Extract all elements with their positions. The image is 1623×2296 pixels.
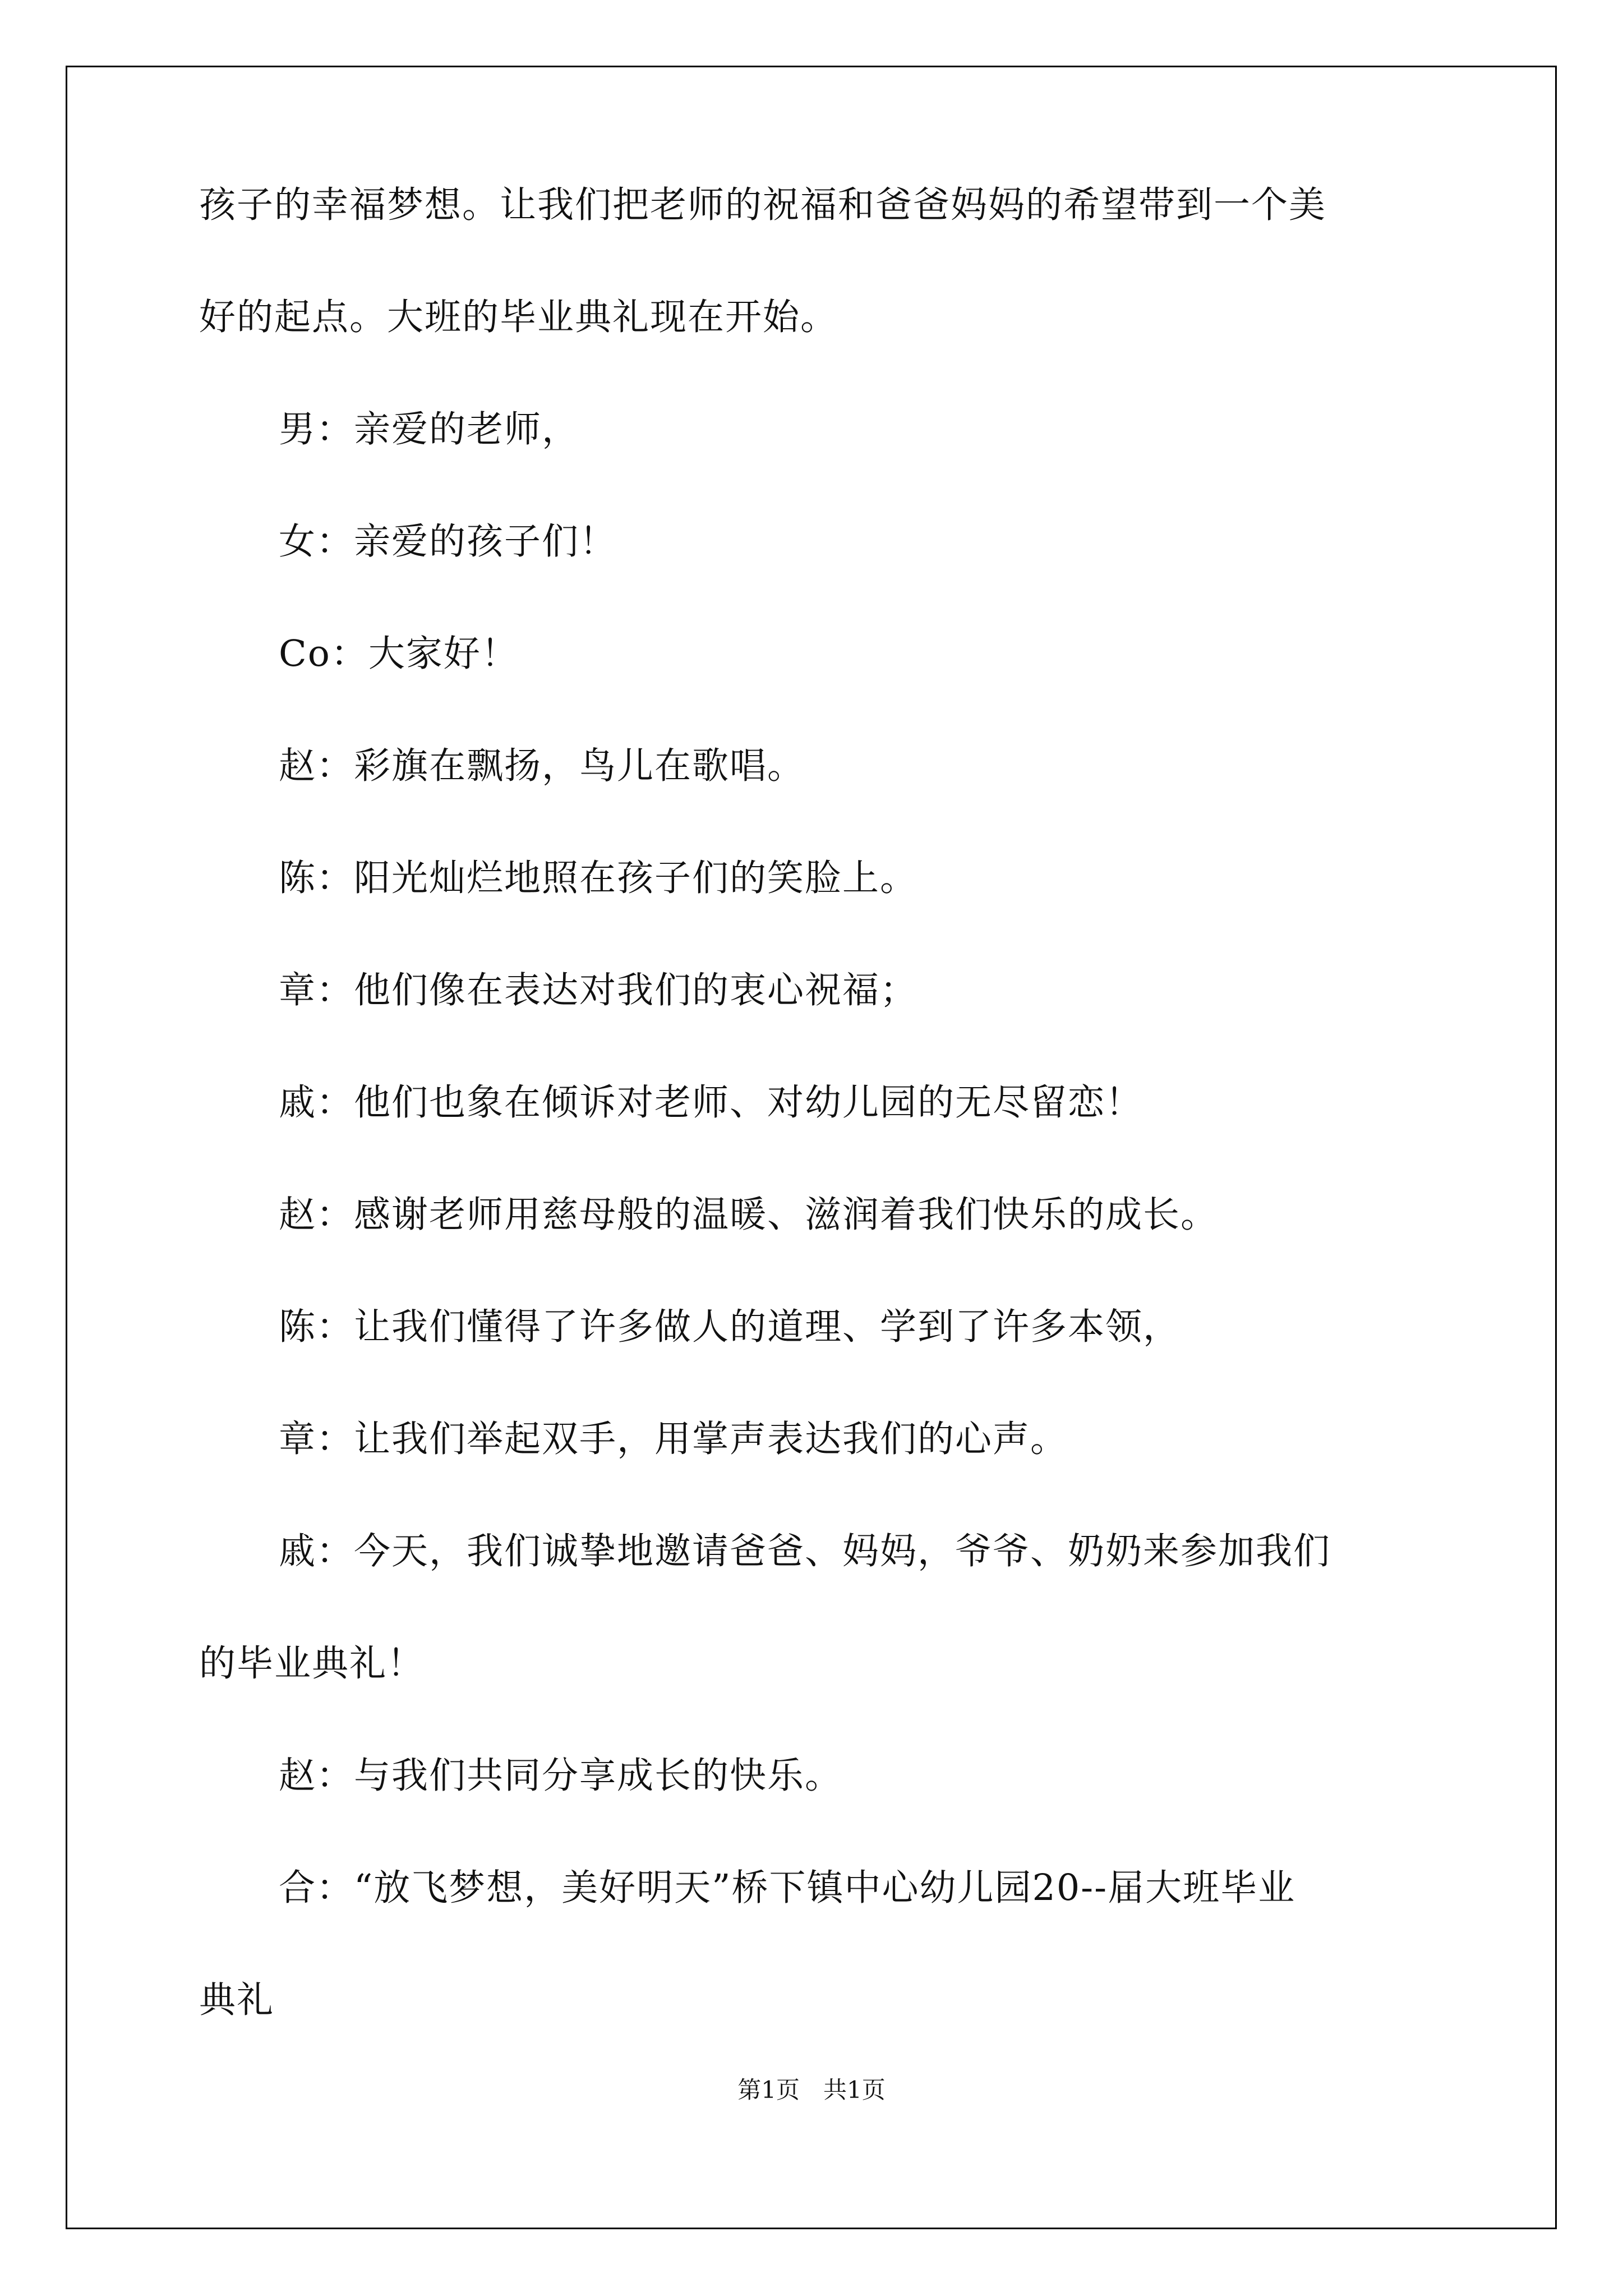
dialogue-line: 赵：彩旗在飘扬，鸟儿在歌唱。 (279, 745, 805, 787)
dialogue-line: 章：让我们举起双手，用掌声表达我们的心声。 (279, 1418, 1068, 1460)
dialogue-line: 陈：让我们懂得了许多做人的道理、学到了许多本领， (279, 1306, 1181, 1348)
dialogue-line: 戚：他们也象在倾诉对老师、对幼儿园的无尽留恋！ (279, 1082, 1144, 1124)
dialogue-line: 章：他们像在表达对我们的衷心祝福； (279, 969, 918, 1011)
dialogue-line: 戚：今天，我们诚挚地邀请爸爸、妈妈，爷爷、奶奶来参加我们 (279, 1530, 1331, 1572)
text-line: 的毕业典礼！ (199, 1642, 425, 1685)
dialogue-line: 赵：感谢老师用慈母般的温暖、滋润着我们快乐的成长。 (279, 1194, 1219, 1236)
dialogue-line: 陈：阳光灿烂地照在孩子们的笑脸上。 (279, 857, 918, 899)
text-line: 孩子的幸福梦想。让我们把老师的祝福和爸爸妈妈的希望带到一个美 (199, 184, 1327, 226)
dialogue-line: 合：“放飞梦想，美好明天”桥下镇中心幼儿园20--届大班毕业 (279, 1867, 1296, 1909)
dialogue-line: 女：亲爱的孩子们！ (279, 521, 617, 563)
dialogue-line: Co：大家好！ (279, 633, 519, 675)
text-line: 典礼 (199, 1979, 275, 2021)
dialogue-line: 男：亲爱的老师， (279, 408, 580, 450)
text-line: 好的起点。大班的毕业典礼现在开始。 (199, 296, 838, 338)
page-number: 第1页 共1页 (737, 2076, 886, 2104)
dialogue-line: 赵：与我们共同分享成长的快乐。 (279, 1755, 843, 1797)
